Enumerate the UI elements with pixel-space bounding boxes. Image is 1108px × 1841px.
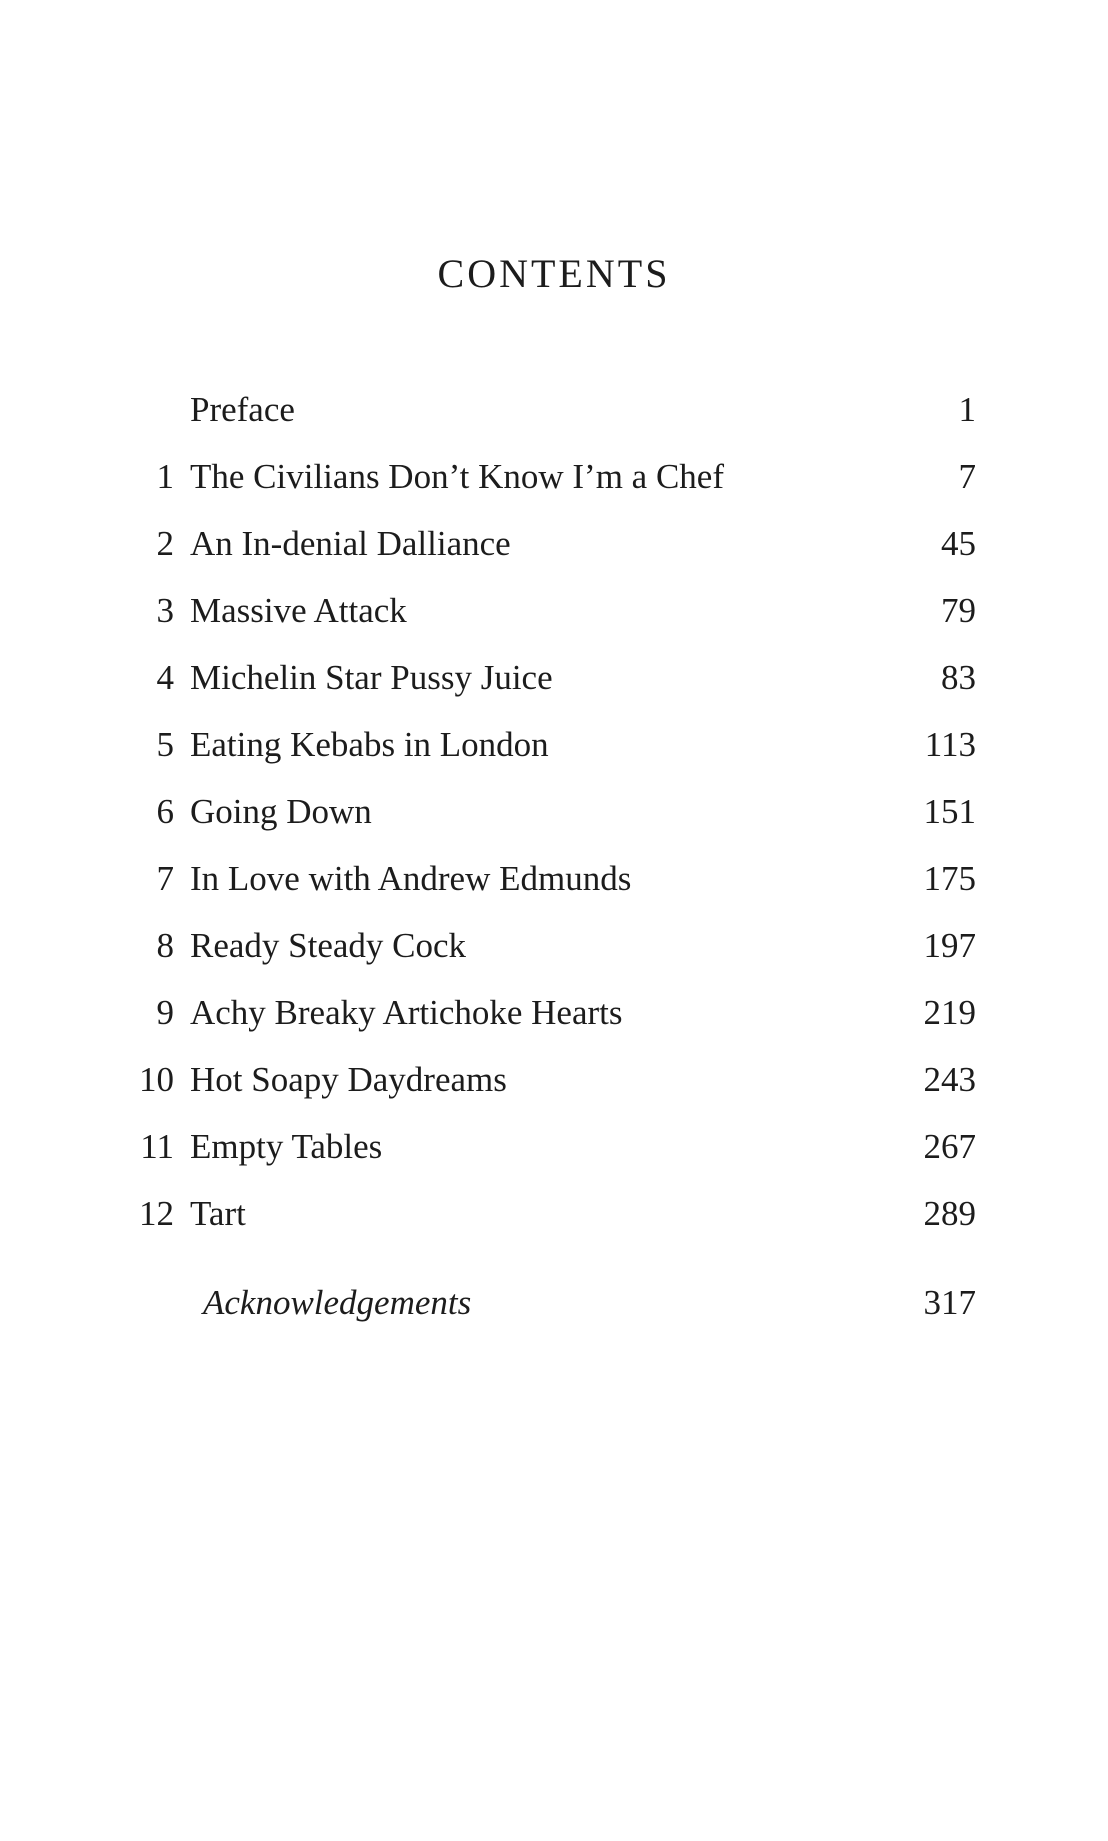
chapter-number: 11 bbox=[140, 1127, 174, 1166]
entry-title: Preface bbox=[190, 390, 295, 429]
entry-page-number: 1 bbox=[958, 390, 976, 429]
toc-entry-chapter-3[interactable] bbox=[0, 586, 1108, 636]
entry-title: Michelin Star Pussy Juice bbox=[190, 658, 553, 697]
chapter-number: 12 bbox=[139, 1194, 174, 1233]
entry-page-number: 79 bbox=[941, 591, 976, 630]
entry-title: Acknowledgements bbox=[203, 1283, 472, 1322]
entry-title: Achy Breaky Artichoke Hearts bbox=[190, 993, 623, 1032]
entry-page-number: 175 bbox=[923, 859, 976, 898]
toc-entry-chapter-8[interactable] bbox=[0, 921, 1108, 971]
toc-entry-chapter-6[interactable] bbox=[0, 787, 1108, 837]
entry-page-number: 45 bbox=[941, 524, 976, 563]
entry-title: An In-denial Dalliance bbox=[190, 524, 511, 563]
page-title: CONTENTS bbox=[437, 251, 671, 296]
entry-title: Tart bbox=[190, 1194, 246, 1233]
toc-entry-chapter-7[interactable] bbox=[0, 854, 1108, 904]
chapter-number: 7 bbox=[156, 859, 174, 898]
toc-entry-chapter-2[interactable] bbox=[0, 519, 1108, 569]
toc-entry-chapter-9[interactable] bbox=[0, 988, 1108, 1038]
entry-page-number: 289 bbox=[923, 1194, 976, 1233]
entry-page-number: 197 bbox=[923, 926, 976, 965]
chapter-number: 9 bbox=[156, 993, 174, 1032]
toc-entry-chapter-5[interactable] bbox=[0, 720, 1108, 770]
chapter-number: 6 bbox=[156, 792, 174, 831]
chapter-number: 3 bbox=[156, 591, 174, 630]
toc-entry-chapter-1[interactable] bbox=[0, 452, 1108, 502]
chapter-number: 8 bbox=[156, 926, 174, 965]
toc-entry-chapter-10[interactable] bbox=[0, 1055, 1108, 1105]
entry-title: Going Down bbox=[190, 792, 372, 831]
chapter-number: 1 bbox=[156, 457, 174, 496]
entry-title: Ready Steady Cock bbox=[190, 926, 467, 965]
toc-entry-chapter-12[interactable] bbox=[0, 1189, 1108, 1239]
entry-page-number: 317 bbox=[923, 1283, 976, 1322]
entry-page-number: 243 bbox=[923, 1060, 976, 1099]
entry-title: The Civilians Don’t Know I’m a Chef bbox=[190, 457, 724, 496]
entry-page-number: 267 bbox=[923, 1127, 976, 1166]
chapter-number: 4 bbox=[156, 658, 174, 697]
chapter-number: 5 bbox=[156, 725, 174, 764]
entry-page-number: 83 bbox=[941, 658, 976, 697]
entry-page-number: 113 bbox=[924, 725, 976, 764]
entry-title: Eating Kebabs in London bbox=[190, 725, 549, 764]
entry-page-number: 151 bbox=[923, 792, 976, 831]
entry-page-number: 7 bbox=[958, 457, 976, 496]
entry-title: Massive Attack bbox=[190, 591, 407, 630]
toc-entry-preface[interactable] bbox=[0, 385, 1108, 435]
entry-title: In Love with Andrew Edmunds bbox=[190, 859, 632, 898]
chapter-number: 10 bbox=[139, 1060, 174, 1099]
entry-page-number: 219 bbox=[923, 993, 976, 1032]
toc-entry-chapter-4[interactable] bbox=[0, 653, 1108, 703]
chapter-number: 2 bbox=[156, 524, 174, 563]
entry-title: Empty Tables bbox=[190, 1127, 383, 1166]
toc-entry-chapter-11[interactable] bbox=[0, 1122, 1108, 1172]
entry-title: Hot Soapy Daydreams bbox=[190, 1060, 507, 1099]
toc-entry-acknowledgements[interactable] bbox=[0, 1278, 1108, 1328]
